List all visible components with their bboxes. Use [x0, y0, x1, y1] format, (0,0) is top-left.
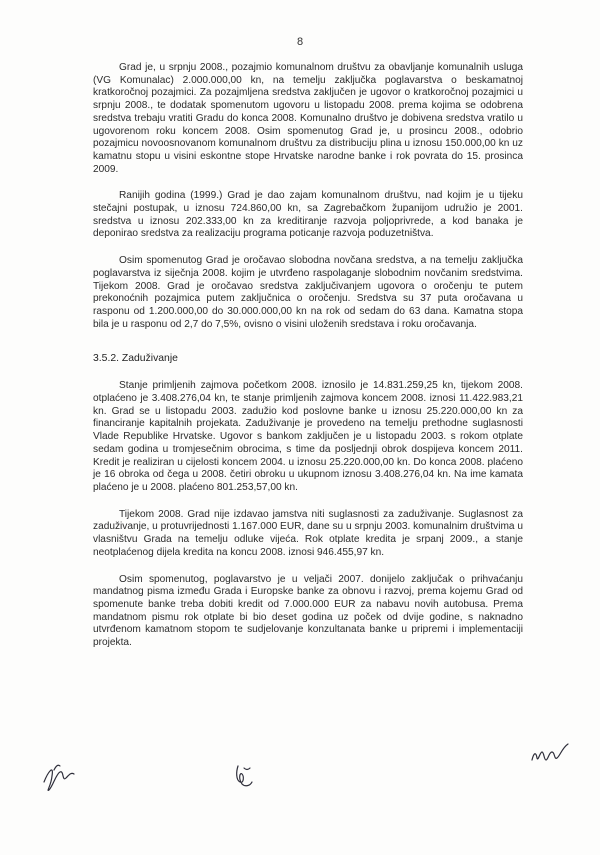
paragraph-earlier-loans: Ranijih godina (1999.) Grad je dao zajam komunalnom društvu, nad kojim je u tijeku stečajni postupak, u iznosu 724.860,00 kn, sa Zagrebačkom županijom udružio je 2001. sredstva u iznosu 202.333,00 kn za kreditiranje razvoja poljoprivrede, a kod banaka je deponirao sredstva za realizaciju programa poticanje razvoja poduzetništva.: [93, 190, 523, 240]
page-number: 8: [296, 36, 304, 48]
signature-initials-middle: [232, 762, 258, 790]
paragraph-guarantees: Tijekom 2008. Grad nije izdavao jamstva niti suglasnosti za zaduživanje. Suglasnost za zaduživanje, u protuvrijednosti 1.167.000 EUR, dane su u srpnju 2003. komunalnim društvima u vlasništvu Grada na temelju odluke vijeća. Rok otplate kredita je srpanj 2009., a stanje neotplaćenog dijela kredita na koncu 2008. iznosi 946.455,97 kn.: [93, 508, 523, 558]
paragraph-loan-vg-komunalac: Grad je, u srpnju 2008., pozajmio komunalnom društvu za obavljanje komunalnih usluga (VG Komunalac) 2.000.000,00 kn, na temelju zaključka poglavarstva o beskamatnoj kratkoročnoj pozajmici. Za pozajmljena sredstva zaključen je ugovor o kratkoročnoj pozajmici u srpnju 2008., te dodatak spomenutom ugovoru u listopadu 2008. prema kojima se odobrena sredstva trebaju vratiti Gradu do konca 2008. Komunalno društvo je dobivena sredstva vratilo u ugovorenom roku koncem 2008. Osim spomenutog Grad je, u prosincu 2008., odobrio pozajmicu novoosnovanom komunalnom društvu za distribuciju plina u iznosu 150.000,00 kn uz kamatnu stopu u visini eskontne stope Hrvatske narodne banke i rok povrata do 15. prosinca 2009.: [93, 62, 523, 175]
signature-initials-right: [528, 738, 572, 768]
signature-initials-left: [40, 752, 80, 796]
paragraph-mandate-letter: Osim spomenutog, poglavarstvo je u veljači 2007. donijelo zaključak o prihvaćanju mandatnog pisma između Grada i Europske banke za obnovu i razvoj, prema kojemu Grad od spomenute banke treba dobiti kredit od 7.000.000 EUR za nabavu novih autobusa. Prema mandatnom pismu rok otplate bi bio deset godina uz poček od dvije godine, s naknadno utvrđenom kamatnom stopom te sudjelovanje konzultanata banke u pripremi i implementaciji projekta.: [93, 573, 523, 649]
section-heading: 3.5.2. Zaduživanje: [93, 353, 178, 365]
paragraph-borrowing-state: Stanje primljenih zajmova početkom 2008. iznosilo je 14.831.259,25 kn, tijekom 2008. otplaćeno je 3.408.276,04 kn, te stanje primljenih zajmova koncem 2008. iznosi 11.422.983,21 kn. Grad se u listopadu 2003. zadužio kod poslovne banke u iznosu 25.220.000,00 kn za financiranje kapitalnih projekata. Zaduživanje je provedeno na temelju prethodne suglasnosti Vlade Republike Hrvatske. Ugovor s bankom zaključen je u listopadu 2003. s rokom otplate sedam godina u tromjesečnim obrocima, s time da posljednji obrok dospijeva koncem 2011. Kredit je realiziran u cijelosti koncem 2004. u iznosu 25.220.000,00 kn. Do konca 2008. plaćeno je 16 obroka od čega u 2008. četiri obroku u ukupnom iznosu 3.408.276,04 kn. Na ime kamata plaćeno je u 2008. plaćeno 801.253,57,00 kn.: [93, 380, 523, 493]
paragraph-deposits: Osim spomenutog Grad je oročavao slobodna novčana sredstva, a na temelju zaključka poglavarstva iz siječnja 2008. kojim je utvrđeno raspolaganje slobodnim novčanim sredstvima. Tijekom 2008. Grad je oročavao sredstva zaključivanjem ugovora o oročenju te putem prekonoćnih pozajmica putem zaključnica o oročenju. Sredstva su 37 puta oročavana u rasponu od 1.200.000,00 do 30.000.000,00 kn na rok od sedam do 63 dana. Kamatna stopa bila je u rasponu od 2,7 do 7,5%, ovisno o visini uloženih sredstava i roku oročavanja.: [93, 255, 523, 330]
document-body: [93, 62, 523, 664]
